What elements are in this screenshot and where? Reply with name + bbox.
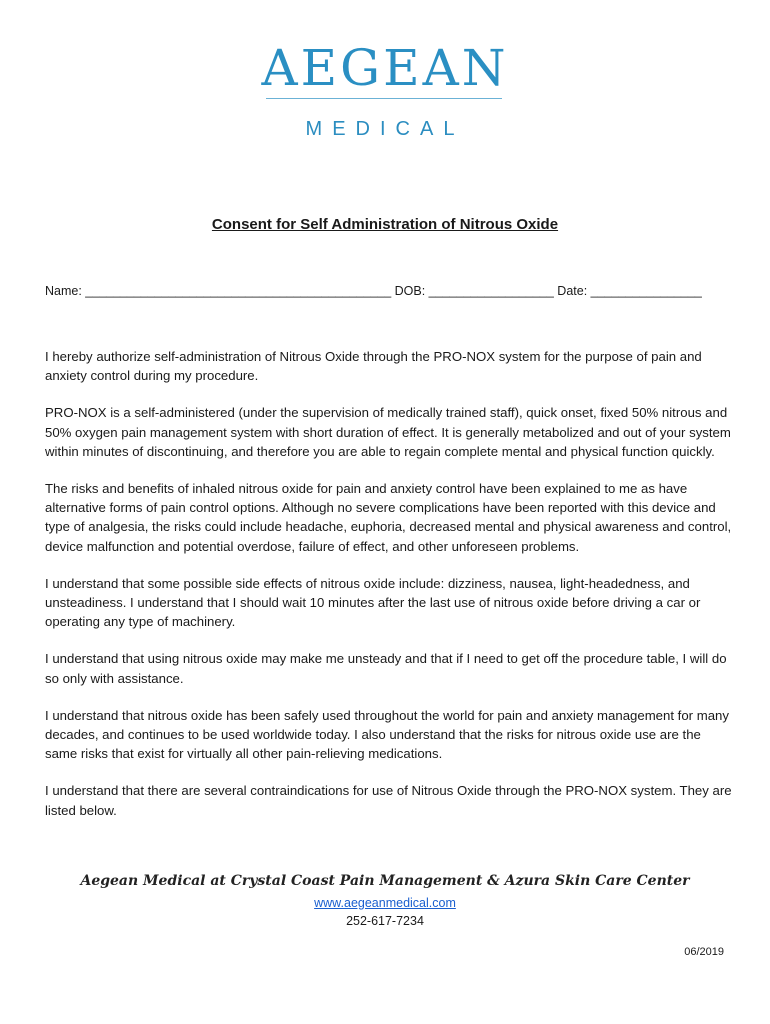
revision-date: 06/2019 [684, 946, 724, 958]
footer-phone: 252-617-7234 [346, 914, 424, 928]
logo-sub-text: MEDICAL [305, 118, 465, 140]
logo-divider [266, 98, 502, 99]
paragraph-unsteadiness: I understand that using nitrous oxide may make me unsteady and that if I need to get off the procedure table, I will do so only with assistance. [45, 651, 727, 686]
paragraph-side-effects: I understand that some possible side effects of nitrous oxide include: dizziness, nausea, light-headedness, and unsteadiness. I understand that I should wait 10 minutes after the last use of nitrous oxide before driving a car or operating any type of machinery. [45, 575, 701, 630]
document-title: Consent for Self Administration of Nitrous Oxide [211, 216, 559, 233]
logo-brand-text: AEGEAN [261, 39, 509, 97]
website-link[interactable]: www.aegeanmedical.com [314, 896, 456, 910]
footer-website [0, 896, 770, 910]
paragraph-pronox-description: PRO-NOX is a self-administered (under the supervision of medically trained staff), quick onset, fixed 50% nitrous and 50% oxygen pain management system with short duration of effect. It is generally metabolized and out of your system within minutes of discontinuing, and therefore you are able to regain complete mental and physical function quickly. [45, 405, 731, 459]
paragraph-authorization: I hereby authorize self-administration of Nitrous Oxide through the PRO-NOX system for the purpose of pain and anxiety control during my procedure. [45, 349, 702, 384]
footer-practice-name: Aegean Medical at Crystal Coast Pain Management & Azura Skin Care Center [80, 873, 690, 889]
consent-body [45, 347, 735, 838]
aegean-medical-logo [254, 40, 516, 146]
paragraph-safety-history: I understand that nitrous oxide has been safely used throughout the world for pain and anxiety management for many decades, and continues to be used worldwide today. I also understand that the risks for nitrous oxide use are the same risks that exist for virtually all other pain-relieving medications. [45, 707, 729, 762]
paragraph-risks-benefits: The risks and benefits of inhaled nitrous oxide for pain and anxiety control have been explained to me as have alternative forms of pain control options. Although no severe complications have been reported with this device and type of analgesia, the risks could include headache, euphoria, decreased mental and physical awareness and control, device malfunction and potential overdose, failure of effect, and other unforeseen problems. [45, 481, 732, 554]
paragraph-contraindications: I understand that there are several contraindications for use of Nitrous Oxide through the PRO-NOX system. They are listed below. [45, 783, 732, 818]
patient-fields-line: Name: ____________________________________________ DOB: __________________ Date: ________________ [45, 284, 702, 298]
